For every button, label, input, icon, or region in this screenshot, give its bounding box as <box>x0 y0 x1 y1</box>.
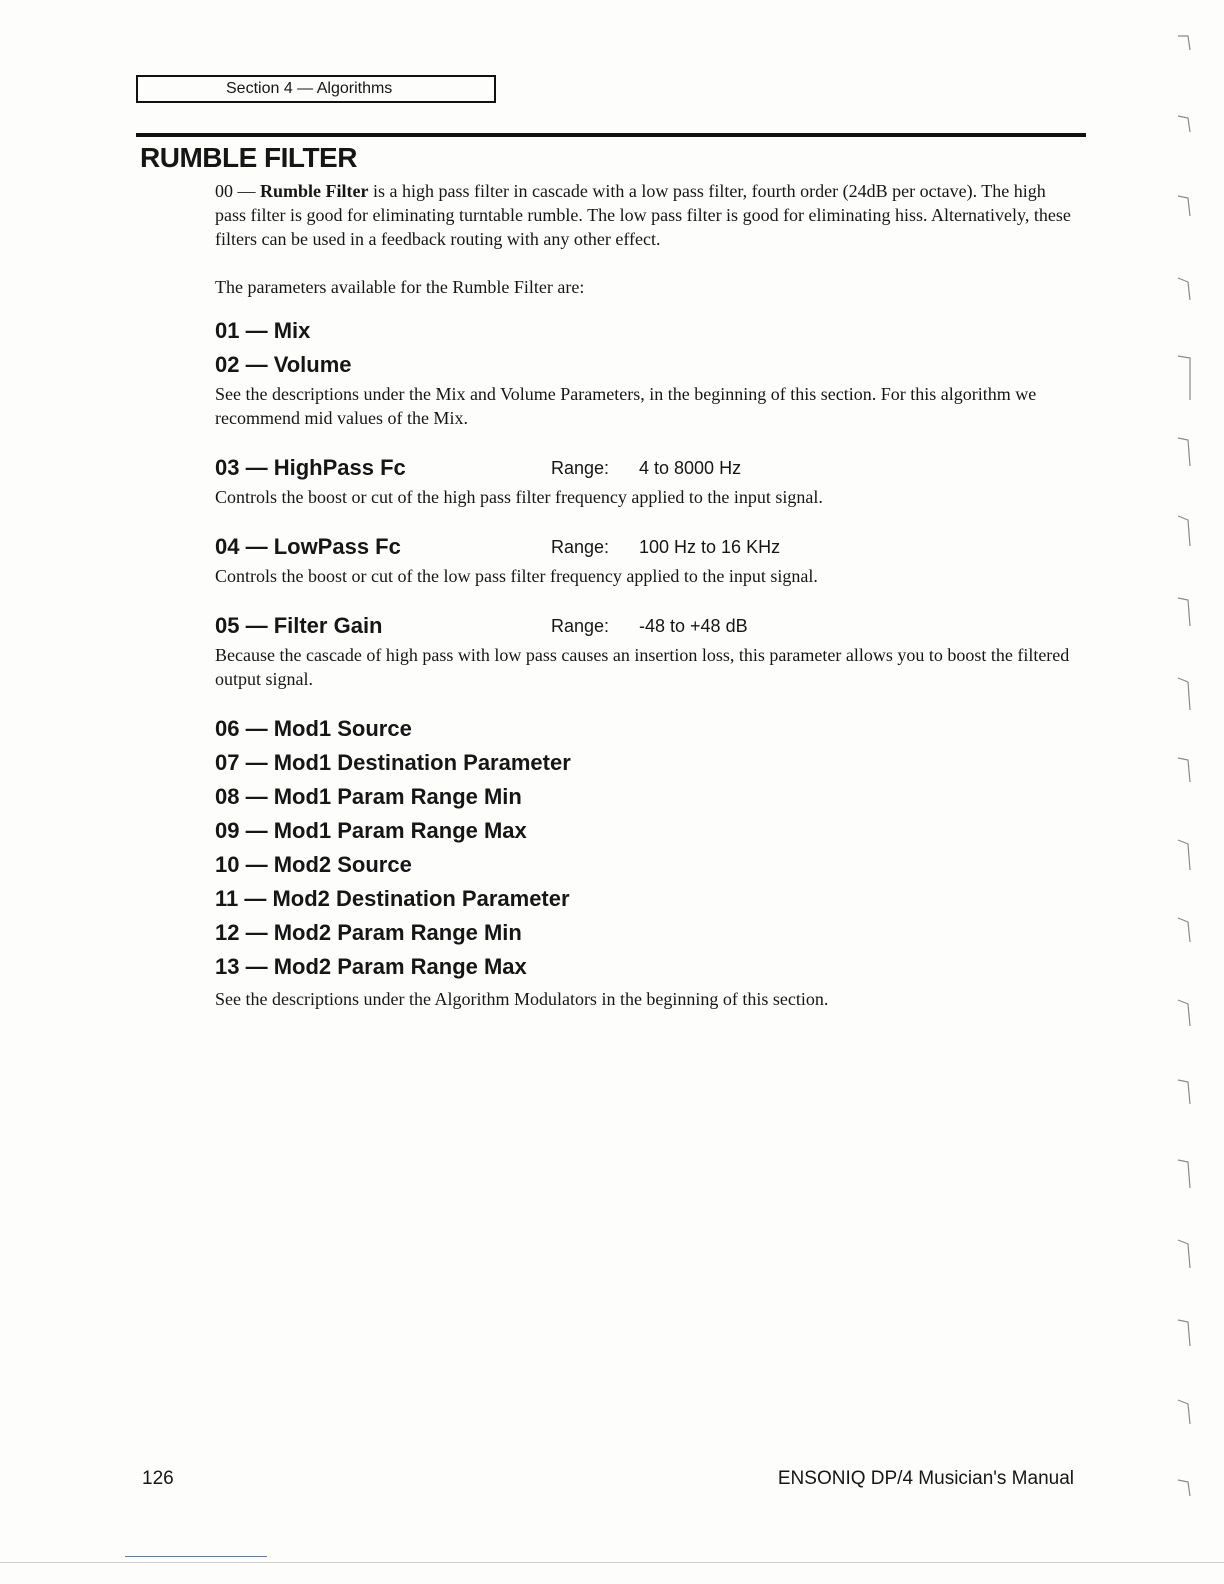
mix-volume-description: See the descriptions under the Mix and Volume Parameters, in the beginning of this section. For this algorithm we recommend mid values of the Mix. <box>215 384 1037 428</box>
param-mod <box>215 780 1075 814</box>
lowpass-description: Controls the boost or cut of the low pass filter frequency applied to the input signal. <box>215 566 818 586</box>
param-mix <box>215 314 1075 348</box>
param-mod-name: 09 — Mod1 Param Range Max <box>215 818 527 843</box>
binder-hole-marks <box>1176 20 1204 1560</box>
param-mod-name: 07 — Mod1 Destination Parameter <box>215 750 571 775</box>
range-label: Range: <box>551 458 610 478</box>
param-filter-gain-range <box>551 609 748 643</box>
intro-algorithm-name: Rumble Filter <box>260 181 369 201</box>
param-mod <box>215 848 1075 882</box>
param-highpass-range <box>551 451 741 485</box>
param-mod <box>215 916 1075 950</box>
page-title: RUMBLE FILTER <box>140 142 357 173</box>
param-mod-name: 11 — Mod2 Destination Parameter <box>215 886 570 911</box>
page-edge <box>0 1562 1224 1563</box>
param-lowpass-range <box>551 530 780 564</box>
param-filter-gain <box>215 609 1075 643</box>
bottom-edge-line <box>125 1556 267 1557</box>
param-mod-name: 06 — Mod1 Source <box>215 716 412 741</box>
param-highpass <box>215 451 1075 485</box>
range-value: 4 to 8000 Hz <box>639 458 742 478</box>
range-label: Range: <box>551 616 610 636</box>
param-mod-name: 12 — Mod2 Param Range Min <box>215 920 522 945</box>
page-content <box>215 179 1075 1011</box>
intro-code: 00 — <box>215 181 256 201</box>
range-value: -48 to +48 dB <box>639 616 748 636</box>
param-filter-gain-name: 05 — Filter Gain <box>215 613 383 638</box>
param-mod-name: 10 — Mod2 Source <box>215 852 412 877</box>
param-mod <box>215 814 1075 848</box>
param-mod-name: 13 — Mod2 Param Range Max <box>215 954 527 979</box>
title-rule <box>136 133 1086 137</box>
page-number: 126 <box>142 1468 174 1489</box>
param-mix-name: 01 — Mix <box>215 318 311 343</box>
param-mod <box>215 712 1075 746</box>
param-volume <box>215 348 1075 382</box>
param-mod <box>215 882 1075 916</box>
param-lowpass <box>215 530 1075 564</box>
manual-title: ENSONIQ DP/4 Musician's Manual <box>777 1468 1074 1489</box>
param-mod <box>215 950 1075 984</box>
range-value: 100 Hz to 16 KHz <box>639 537 781 557</box>
param-mod-name: 08 — Mod1 Param Range Min <box>215 784 522 809</box>
section-label: Section 4 — Algorithms <box>226 80 393 97</box>
range-label: Range: <box>551 537 610 557</box>
modulators-description: See the descriptions under the Algorithm Modulators in the beginning of this section. <box>215 989 829 1009</box>
param-lowpass-name: 04 — LowPass Fc <box>215 534 401 559</box>
section-header-box <box>136 75 496 103</box>
intro-text: is a high pass filter in cascade with a low pass filter, fourth order (24dB per octave). The high pass filter is good for eliminating turntable rumble. The low pass filter is good for eliminating hiss. Alternatively, these filters can be used in a feedback routing with any other effect. <box>215 181 1071 249</box>
intro-paragraph <box>215 179 1075 251</box>
filter-gain-description: Because the cascade of high pass with low pass causes an insertion loss, this parameter allows you to boost the filtered output signal. <box>215 645 1070 689</box>
available-parameters-text: The parameters available for the Rumble Filter are: <box>215 277 585 297</box>
highpass-description: Controls the boost or cut of the high pass filter frequency applied to the input signal. <box>215 487 823 507</box>
param-volume-name: 02 — Volume <box>215 352 352 377</box>
param-mod <box>215 746 1075 780</box>
param-highpass-name: 03 — HighPass Fc <box>215 455 406 480</box>
